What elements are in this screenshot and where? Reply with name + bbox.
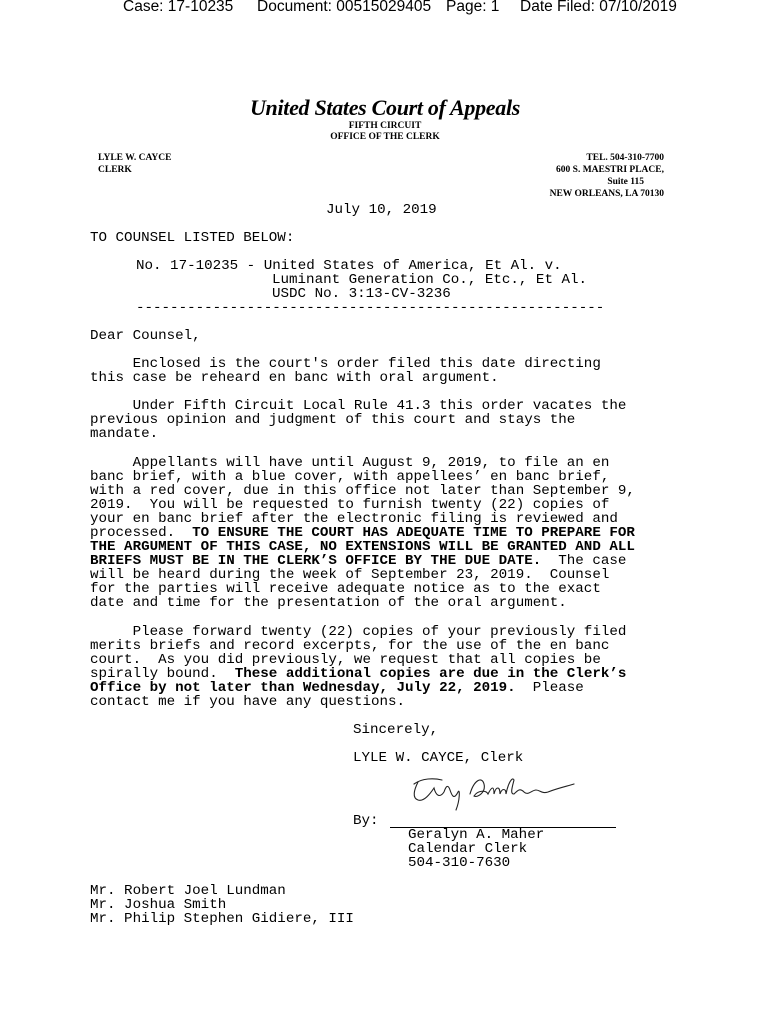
closing: Sincerely, (353, 722, 439, 738)
by-label: By: (353, 813, 379, 829)
case-caption-line-3: USDC No. 3:13-CV-3236 (272, 286, 451, 302)
paragraph-3-line (90, 526, 635, 540)
paragraph-2-line: mandate. (90, 426, 159, 442)
emphasis-text: BRIEFS MUST BE IN THE CLERK’S OFFICE BY THE DUE DATE. (90, 553, 542, 569)
telephone: TEL. 504-310-7700 (586, 153, 664, 163)
deputy-name: Geralyn A. Maher (408, 827, 545, 843)
emphasis-text: THE ARGUMENT OF THIS CASE, NO EXTENSIONS WILL BE GRANTED AND ALL (90, 539, 635, 555)
paragraph-3-line (90, 554, 626, 568)
paragraph-4-line (90, 667, 626, 681)
letter-date: July 10, 2019 (326, 202, 437, 218)
text-run: processed. (90, 525, 193, 541)
paragraph-3-line: will be heard during the week of September 23, 2019. Counsel (90, 567, 610, 583)
paragraph-3-line: with a red cover, due in this office not later than September 9, (90, 483, 635, 499)
divider-rule: ------------------------------------------------------- (136, 300, 605, 316)
paragraph-4-line: contact me if you have any questions. (90, 694, 406, 710)
court-title: United States Court of Appeals (249, 95, 521, 120)
address-line-3: NEW ORLEANS, LA 70130 (549, 189, 664, 199)
paragraph-1-line: Enclosed is the court's order filed this date directing (90, 356, 601, 372)
paragraph-3-line: banc brief, with a blue cover, with appellees’ en banc brief, (90, 469, 610, 485)
emphasis-text: These additional copies are due in the Clerk’s (234, 666, 627, 682)
clerk-block (98, 152, 172, 176)
salutation: Dear Counsel, (90, 328, 201, 344)
address-block (550, 152, 664, 200)
paragraph-2-line: Under Fifth Circuit Local Rule 41.3 this order vacates the (90, 398, 627, 414)
recipient: Mr. Robert Joel Lundman (90, 883, 286, 899)
case-number: Case: 17-10235 (123, 0, 234, 15)
office-name: OFFICE OF THE CLERK (330, 132, 440, 142)
paragraph-4-line: Please forward twenty (22) copies of your previously filed (90, 624, 627, 640)
paragraph-2-line: previous opinion and judgment of this court and stays the (90, 412, 576, 428)
signer-name: LYLE W. CAYCE, Clerk (353, 750, 524, 766)
paragraph-1-line: this case be reheard en banc with oral argument. (90, 370, 499, 386)
address-line-1: 600 S. MAESTRI PLACE, (556, 165, 664, 175)
paragraph-3-line: your en banc brief after the electronic filing is reviewed and (90, 511, 618, 527)
text-run: spirally bound. (90, 666, 235, 682)
clerk-title: CLERK (98, 165, 132, 175)
case-header (0, 0, 770, 18)
case-caption-line-2: Luminant Generation Co., Etc., Et Al. (272, 272, 588, 288)
deputy-phone: 504-310-7630 (408, 855, 511, 871)
handwritten-signature (408, 770, 580, 814)
addressee-line: TO COUNSEL LISTED BELOW: (90, 230, 295, 246)
circuit-name: FIFTH CIRCUIT (348, 121, 422, 131)
document-number: Document: 00515029405 (257, 0, 432, 15)
paragraph-3-line: 2019. You will be requested to furnish twenty (22) copies of (90, 497, 610, 513)
paragraph-3-line: Appellants will have until August 9, 2019, to file an en (90, 455, 610, 471)
paragraph-4-line: court. As you did previously, we request that all copies be (90, 652, 601, 668)
address-line-2: Suite 115 (607, 177, 644, 187)
case-caption-line-1: No. 17-10235 - United States of America, Et Al. v. (136, 258, 562, 274)
text-run: Please (515, 680, 584, 696)
paragraph-4-line: merits briefs and record excerpts, for the use of the en banc (90, 638, 610, 654)
recipient: Mr. Joshua Smith (90, 897, 227, 913)
paragraph-3-line: date and time for the presentation of the oral argument. (90, 595, 567, 611)
page-number: Page: 1 (446, 0, 500, 15)
emphasis-text: TO ENSURE THE COURT HAS ADEQUATE TIME TO PREPARE FOR (192, 525, 635, 541)
paragraph-3-line: for the parties will receive adequate notice as to the exact (90, 581, 601, 597)
recipient: Mr. Philip Stephen Gidiere, III (90, 911, 354, 927)
emphasis-text: Office by not later than Wednesday, July 22, 2019. (90, 680, 516, 696)
deputy-title: Calendar Clerk (408, 841, 528, 857)
date-filed: Date Filed: 07/10/2019 (520, 0, 677, 15)
clerk-name: LYLE W. CAYCE (98, 153, 172, 163)
paragraph-4-line (90, 681, 584, 695)
text-run: The case (541, 553, 627, 569)
